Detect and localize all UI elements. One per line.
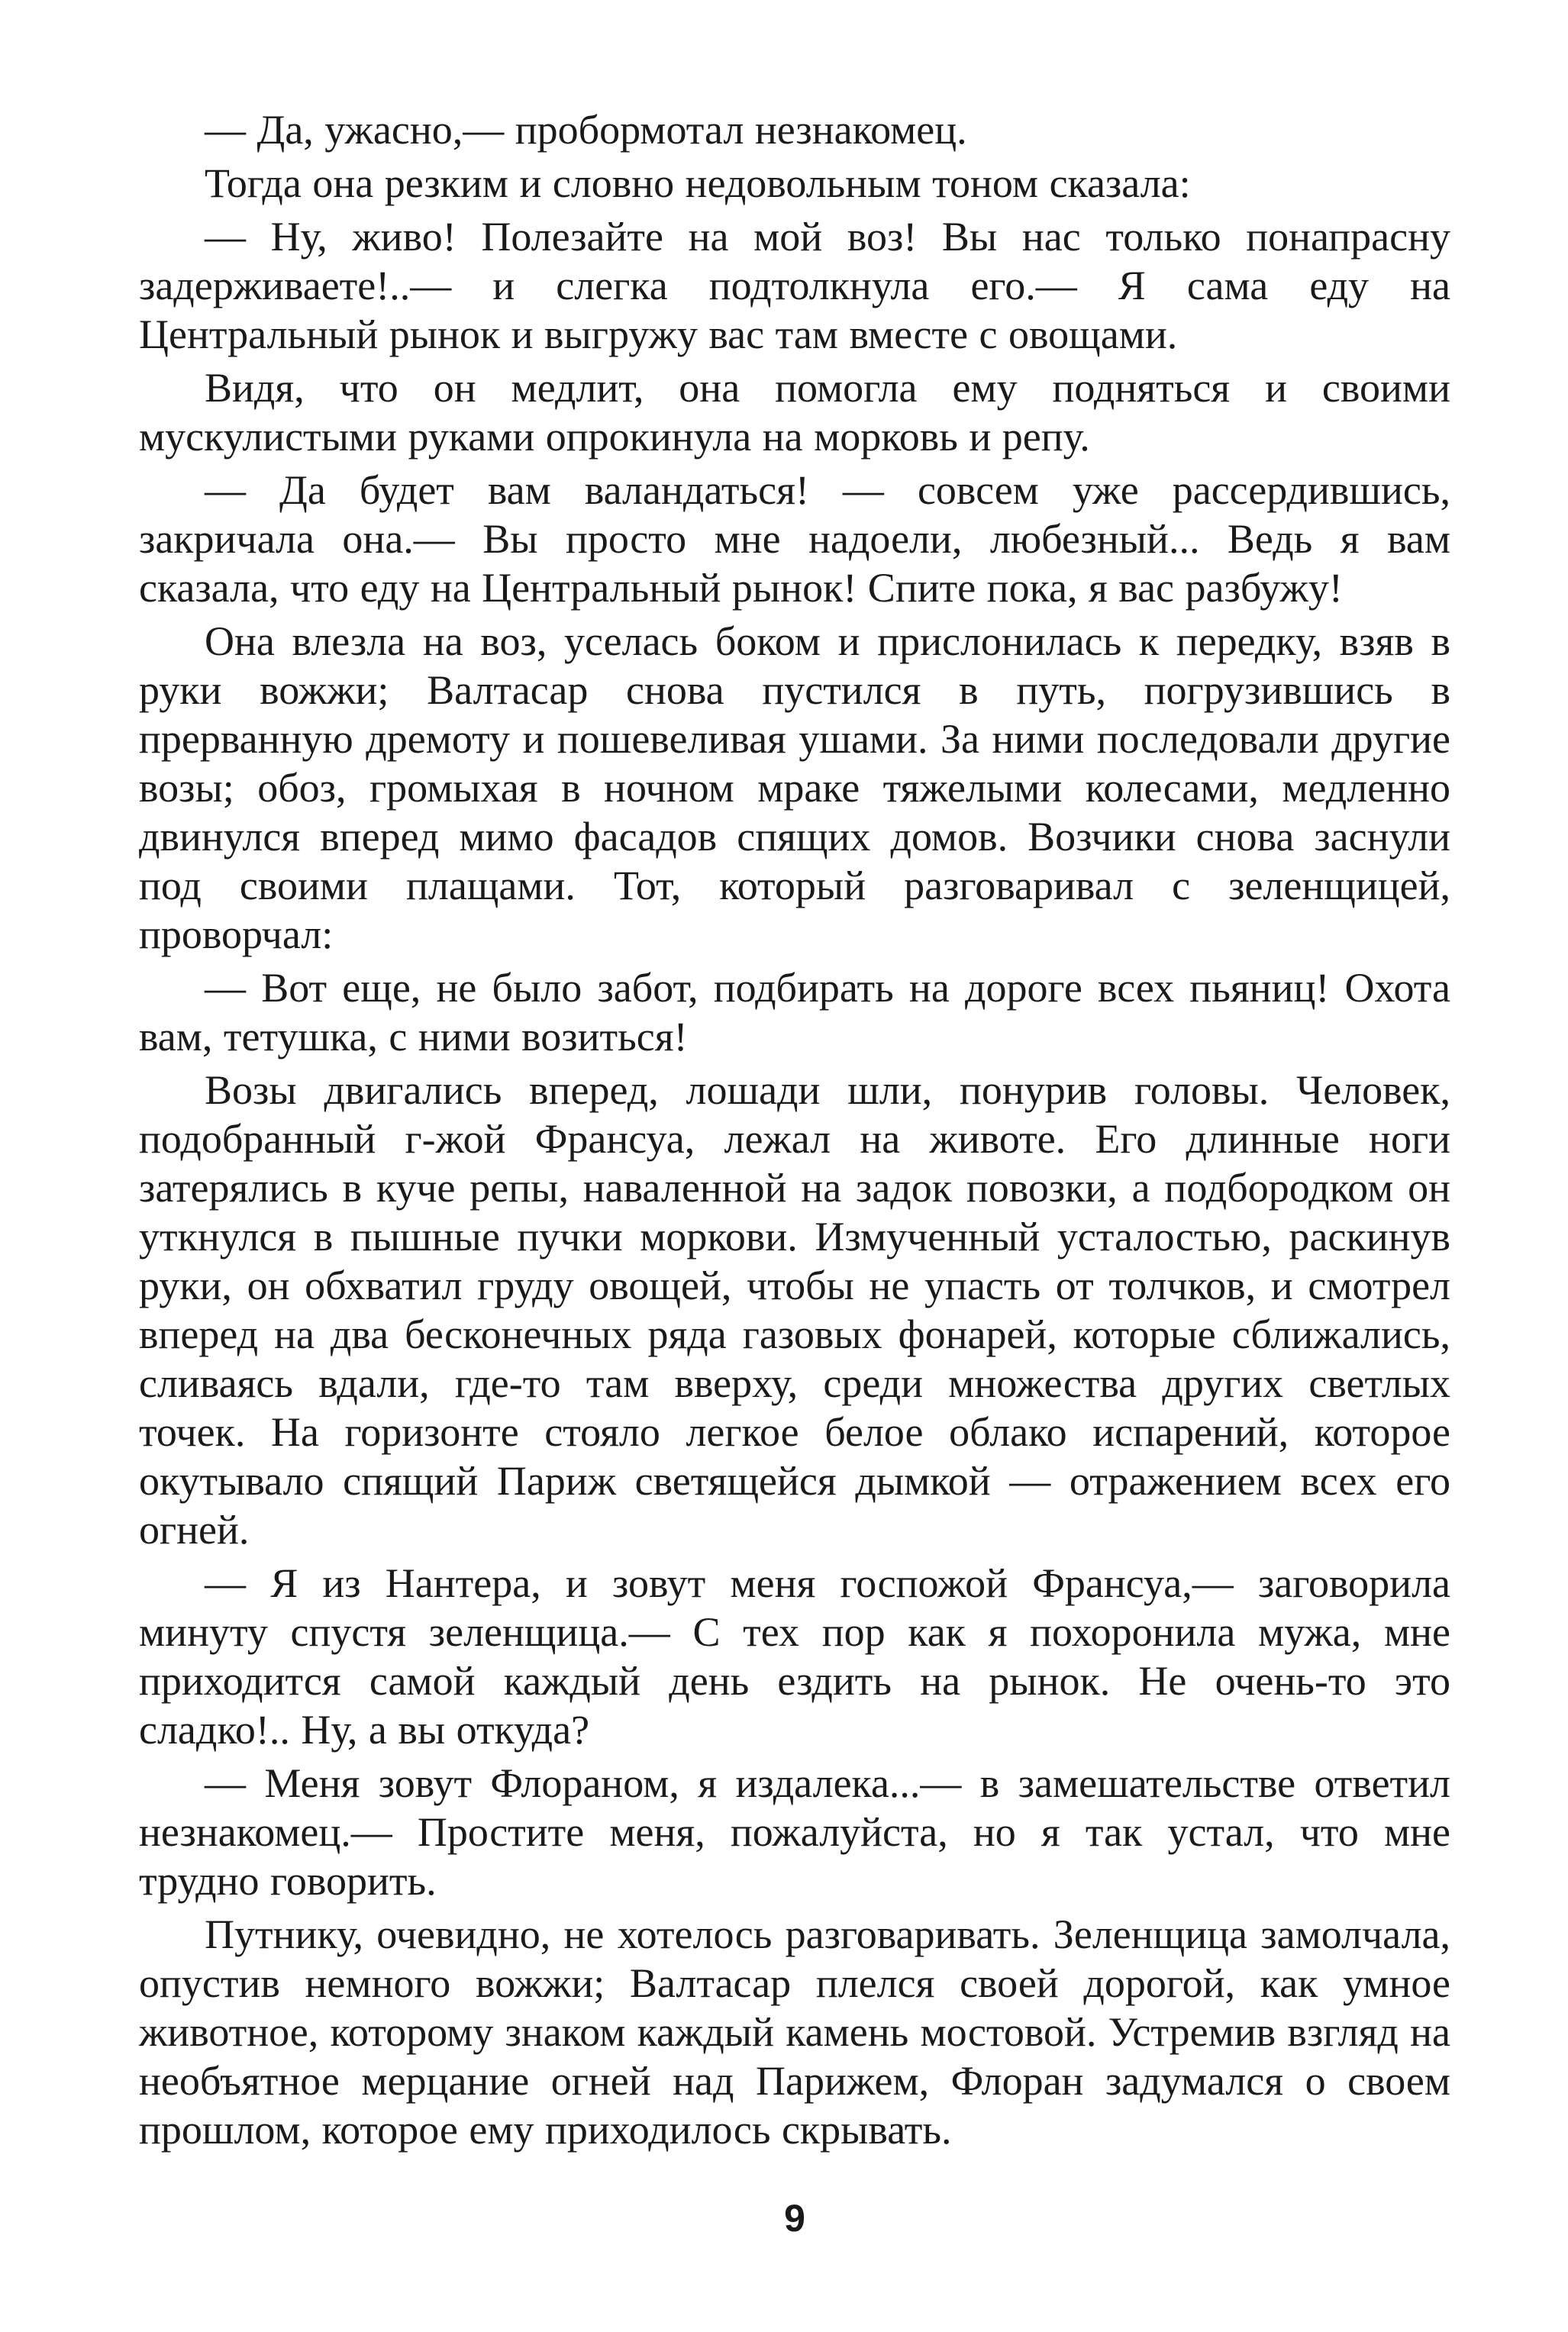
paragraph-4: Видя, что он медлит, она помогла ему подняться и своими мускулистыми руками опрокинула на морковь и репу. xyxy=(139,365,1450,460)
paragraph-2: Тогда она резким и словно недовольным тоном сказала: xyxy=(205,160,1191,206)
page-number: 9 xyxy=(784,2197,805,2240)
paragraph-11: Путнику, очевидно, не хотелось разговаривать. Зеленщица замолчала, опустив немного вожжи; Валтасар плелся своей дорогой, как умное животное, которому знаком каждый камень мостовой. Устремив взгляд на необъятное мерцание огней над Парижем, Флоран задумался о своем прошлом, которое ему приходилось скрывать. xyxy=(139,1911,1450,2153)
paragraph-3: — Ну, живо! Полезайте на мой воз! Вы нас только понапрасну задерживаете!..— и слегка подтолкнула его.— Я сама еду на Центральный рынок и выгружу вас там вместе с овощами. xyxy=(139,214,1450,357)
paragraph-9: — Я из Нантера, и зовут меня госпожой Франсуа,— заговорила минуту спустя зеленщица.— С тех пор как я похоронила мужа, мне приходится самой каждый день ездить на рынок. Не очень-то это сладко!.. Ну, а вы откуда? xyxy=(139,1560,1450,1753)
text-body xyxy=(139,105,1450,2154)
paragraph-1: — Да, ужасно,— пробормотал незнакомец. xyxy=(205,107,967,153)
paragraph-8: Возы двигались вперед, лошади шли, понурив головы. Человек, подобранный г-жой Франсуа, лежал на животе. Его длинные ноги затерялись в куче репы, наваленной на задок повозки, а подбородком он уткнулся в пышные пучки моркови. Измученный усталостью, раскинув руки, он обхватил груду овощей, чтобы не упасть от толчков, и смотрел вперед на два бесконечных ряда газовых фонарей, которые сближались, сливаясь вдали, где-то там вверху, среди множества других светлых точек. На горизонте стояло легкое белое облако испарений, которое окутывало спящий Париж светящейся дымкой — отражением всех его огней. xyxy=(139,1067,1450,1553)
book-page xyxy=(139,105,1450,2288)
paragraph-7: — Вот еще, не было забот, подбирать на дороге всех пьяниц! Охота вам, тетушка, с ними возиться! xyxy=(139,965,1450,1060)
paragraph-6: Она влезла на воз, уселась боком и прислонилась к передку, взяв в руки вожжи; Валтасар снова пустился в путь, погрузившись в прерванную дремоту и пошевеливая ушами. За ними последовали другие возы; обоз, громыхая в ночном мраке тяжелыми колесами, медленно двинулся вперед мимо фасадов спящих домов. Возчики снова заснули под своими плащами. Тот, который разговаривал с зеленщицей, проворчал: xyxy=(139,618,1450,957)
paragraph-5: — Да будет вам валандаться! — совсем уже рассердившись, закричала она.— Вы просто мне надоели, любезный... Ведь я вам сказала, что еду на Центральный рынок! Спите пока, я вас разбужу! xyxy=(139,467,1450,611)
paragraph-10: — Меня зовут Флораном, я издалека...— в замешательстве ответил незнакомец.— Простите меня, пожалуйста, но я так устал, что мне трудно говорить. xyxy=(139,1760,1450,1904)
